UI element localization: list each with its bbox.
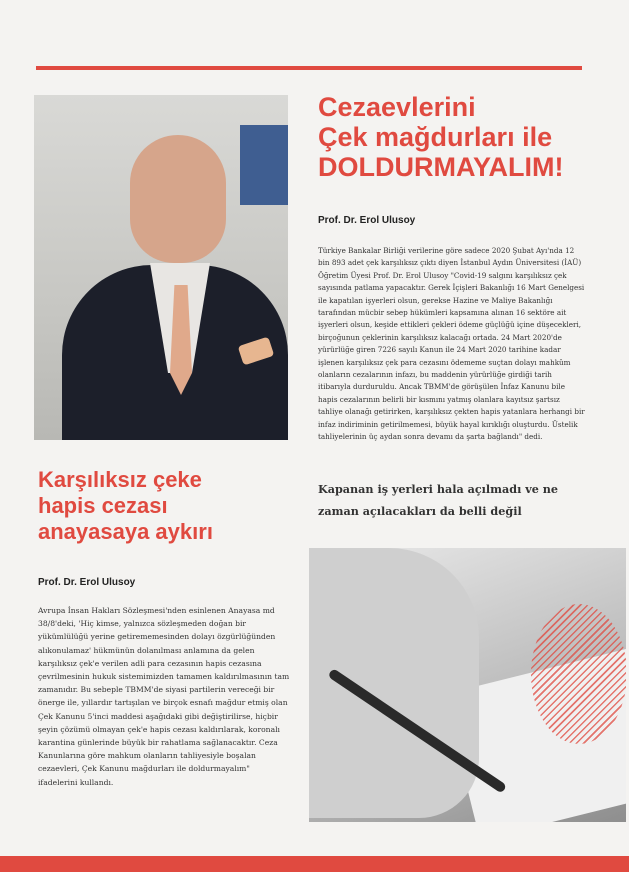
title-line: DOLDURMAYALIM! (318, 152, 564, 182)
face-shape (130, 135, 226, 263)
title-line: anayasaya aykırı (38, 519, 213, 544)
title-line: Karşılıksız çeke (38, 467, 202, 492)
top-divider (36, 66, 582, 70)
author-portrait-photo (34, 95, 288, 440)
article-subheading: Kapanan iş yerleri hala açılmadı ve ne zaman açılacakları da belli değil (318, 482, 558, 518)
hand-shape (309, 548, 479, 818)
hatched-circle-decoration (531, 604, 626, 744)
article-body-top: Türkiye Bankalar Birliği verilerine göre sadece 2020 Şubat Ayı'nda 12 bin 893 adet çek karşılıksız çıktı diyen İstanbul Aydın Üniversitesi (İAÜ) Öğretim Üyesi Prof. Dr. Erol Ulusoy "Covid-19 salgını karşılıksız çek sayısında patlama yapacaktır. Gerek İçişleri Bakanlığı 16 Mart Genelgesi ile kapatılan işyerleri olsun, gerekse Hazine ve Maliye Bakanlığı tarafından mücbir sebep hükümleri kapsamına alınan 16 sektöre ait işyerleri olsun, keşide ettikleri çekleri ödeme güçlüğü içine düşecekleri, birçoğunun çeklerinin karşılıksız kalacağı ortada. 24 Mart 2020'de yürürlüğe giren 7226 sayılı Kanun ile 24 Mart 2020 tarihine kadar işlenen karşılıksız çek para cezasını ödememe suçtan dolayı mahkûm olanların cezalarının infazı, bu maddenin yürürlüğe girdiği tarih itibarıyla durduruldu. Ancak TBMM'de görüşülen İnfaz Kanunu bile hapis cezalarının belirli bir kısmını yatmış olanlara kayıtsız şartsız tahliye olanağı getirirken, karşılıksız çekten hapis yatanlara herhangi bir infaz indiriminin getirilmemesi, büyük hayal kırıklığı oluşturdu. Üstelik tahliyelerinin üç aydan sonra devamı da şarta bağlandı" dedi. (318, 246, 585, 442)
background-shelf (240, 125, 288, 205)
cheque-writing-photo (309, 548, 626, 822)
article-title-bottom (38, 467, 298, 545)
bottom-bar (0, 856, 629, 872)
author-byline-top: Prof. Dr. Erol Ulusoy (318, 215, 416, 226)
title-line: hapis cezası (38, 493, 168, 518)
title-line: Cezaevlerini (318, 92, 476, 122)
article-title-top (318, 92, 598, 182)
article-body-bottom: Avrupa İnsan Hakları Sözleşmesi'nden esinlenen Anayasa md 38/8'deki, 'Hiç kimse, yalnızca sözleşmeden doğan bir yükümlülüğü yerine getirememesinden dolayı özgürlüğünden alıkonulamaz' hükmünün dolanılması anlamına da gelen karşılıksız çek'e verilen adli para cezasının hapis cezasına çevrilmesinin hukuk sistemimizden tamamen kaldırılmasının tam zamanıdır. Bu sebeple TBMM'de siyasi partilerin vereceği bir önerge ile, yıllardır tartışılan ve birçok esnafı mağdur etmiş olan Çek Kanunu 5'inci maddesi aşağıdaki gibi değiştirilirse, hiçbir şeyin çözümü olmayan çek'e hapis cezası kaldırılarak, koronalı karantina günlerinde büyük bir rahatlama sağlanacaktır. Ceza Kanunlarına göre mahkum olanların tahliyesiyle boşalan cezaevleri, Çek Kanunu mağdurları ile doldurmayalım" ifadelerini kullandı. (38, 606, 290, 787)
author-byline-bottom: Prof. Dr. Erol Ulusoy (38, 577, 136, 588)
title-line: Çek mağdurları ile (318, 122, 553, 152)
